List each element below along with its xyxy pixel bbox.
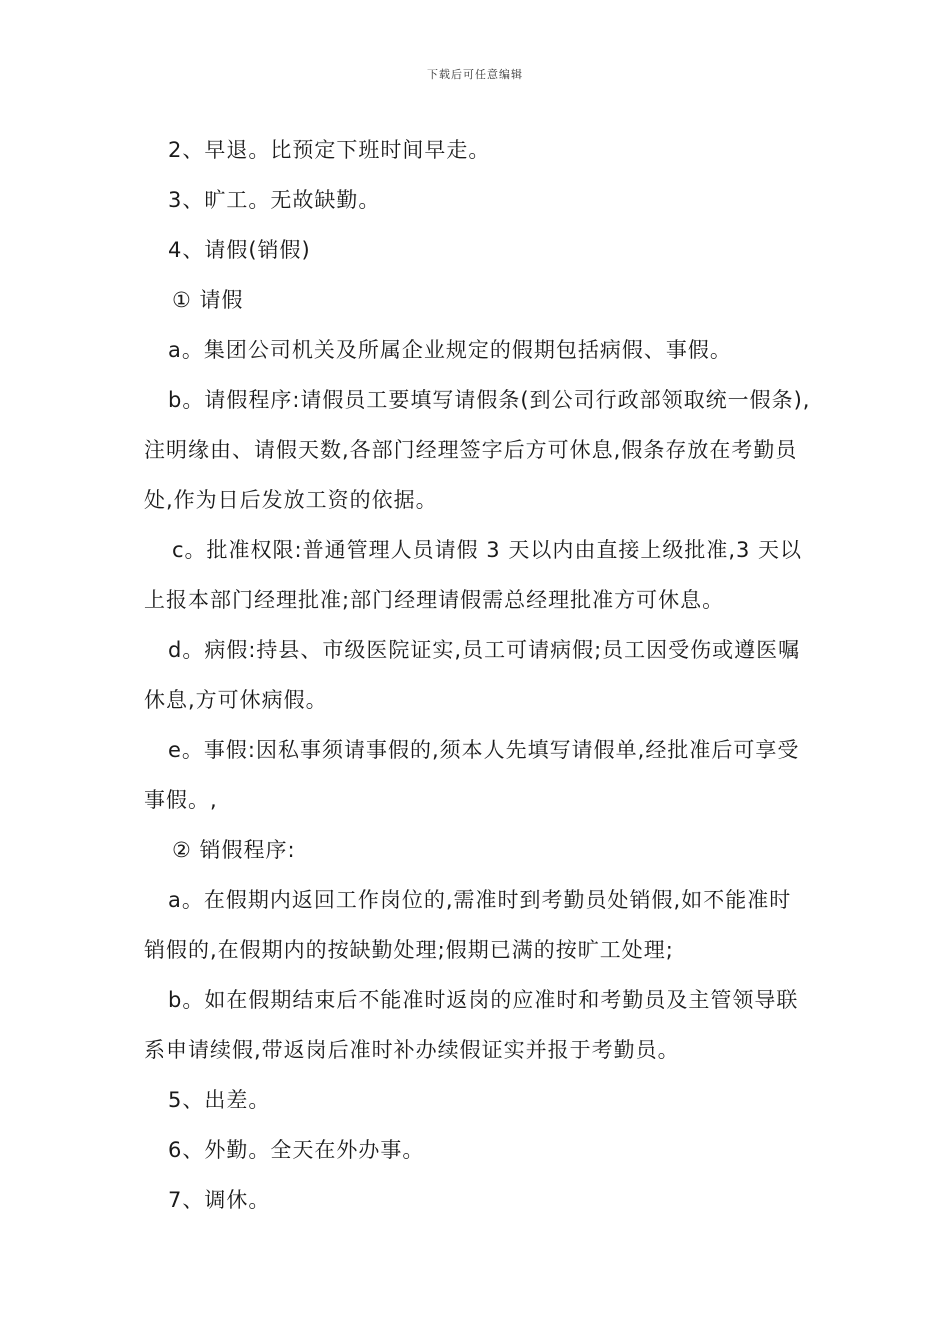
text-line-business-trip: 5、出差。 (168, 1088, 271, 1112)
text-line-leave-heading: 4、请假(销假) (168, 238, 311, 262)
text-line-cancel-a-1: a。在假期内返回工作岗位的,需准时到考勤员处销假,如不能准时 (168, 888, 792, 912)
text-line-cancel-b-1: b。如在假期结束后不能准时返岗的应准时和考勤员及主管领导联 (168, 988, 799, 1012)
text-line-item-e-2: 事假。, (144, 788, 218, 812)
text-line-early-leave: 2、早退。比预定下班时间早走。 (168, 138, 491, 162)
text-line-absenteeism: 3、旷工。无故缺勤。 (168, 188, 381, 212)
text-line-item-e-1: e。事假:因私事须请事假的,须本人先填写请假单,经批准后可享受 (168, 738, 800, 762)
text-line-item-c-2: 上报本部门经理批准;部门经理请假需总经理批准方可休息。 (144, 588, 725, 612)
text-line-cancel-subheading: ② 销假程序: (172, 838, 296, 862)
text-line-cancel-a-2: 销假的,在假期内的按缺勤处理;假期已满的按旷工处理; (144, 938, 674, 962)
text-line-leave-subheading: ① 请假 (172, 288, 244, 312)
text-line-item-d-1: d。病假:持县、市级医院证实,员工可请病假;员工因受伤或遵医嘱 (168, 638, 801, 662)
text-line-cancel-b-2: 系申请续假,带返岗后准时补办续假证实并报于考勤员。 (144, 1038, 680, 1062)
text-line-item-c-1: c。批准权限:普通管理人员请假 3 天以内由直接上级批准,3 天以 (172, 538, 803, 562)
text-line-compensatory-leave: 7、调休。 (168, 1188, 271, 1212)
text-line-item-b-2: 注明缘由、请假天数,各部门经理签字后方可休息,假条存放在考勤员 (144, 438, 798, 462)
text-line-item-b-3: 处,作为日后发放工资的依据。 (144, 488, 438, 512)
text-line-field-work: 6、外勤。全天在外办事。 (168, 1138, 425, 1162)
text-line-item-a: a。集团公司机关及所属企业规定的假期包括病假、事假。 (168, 338, 732, 362)
page-header: 下载后可任意编辑 (427, 68, 523, 81)
text-line-item-b-1: b。请假程序:请假员工要填写请假条(到公司行政部领取统一假条), (168, 388, 811, 412)
text-line-item-d-2: 休息,方可休病假。 (144, 688, 328, 712)
